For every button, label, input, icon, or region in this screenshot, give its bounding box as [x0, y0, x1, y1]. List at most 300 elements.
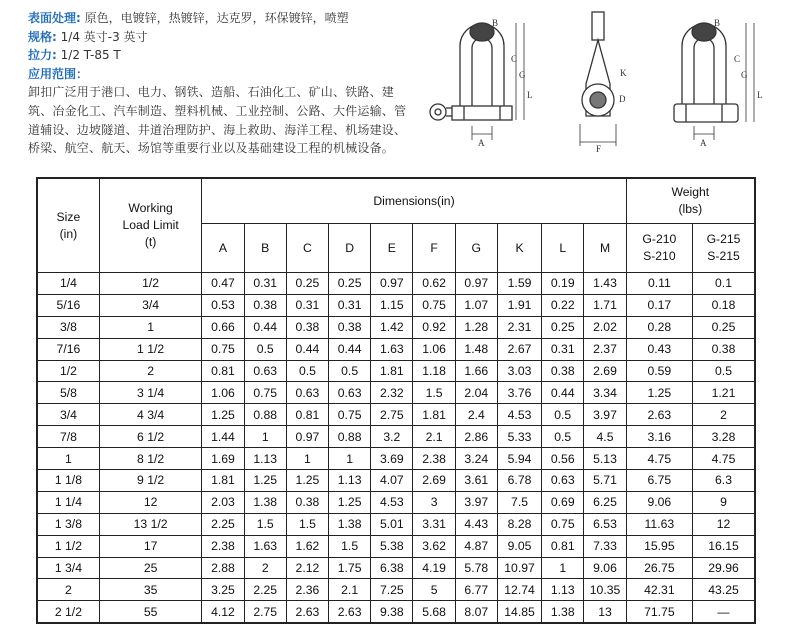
table-cell: 2.1	[413, 426, 455, 448]
table-cell: 0.88	[329, 426, 371, 448]
table-cell: 4.12	[202, 601, 244, 623]
table-cell: 2	[99, 360, 202, 382]
table-cell: 1.21	[693, 382, 755, 404]
table-cell: 0.25	[329, 273, 371, 295]
table-row	[37, 470, 755, 492]
table-cell: 14.85	[497, 601, 541, 623]
table-cell: 3.03	[497, 360, 541, 382]
table-cell: 5.68	[413, 601, 455, 623]
weight-215-b: S-215	[707, 249, 740, 263]
col-header-d: D	[329, 224, 371, 273]
label-l: L	[527, 90, 533, 100]
label-a-right: A	[700, 138, 707, 148]
table-cell: 0.75	[413, 294, 455, 316]
table-row	[37, 294, 755, 316]
wll-header-unit: (t)	[144, 235, 157, 249]
table-cell: 0.97	[286, 426, 328, 448]
table-cell: 0.97	[455, 273, 497, 295]
spec-row	[28, 28, 408, 47]
table-cell: 0.38	[329, 316, 371, 338]
table-cell: 1.91	[497, 294, 541, 316]
spec-label: 规格:	[28, 29, 57, 44]
table-cell: 9.05	[497, 535, 541, 557]
table-cell: 4.75	[626, 448, 692, 470]
table-cell: 9.38	[371, 601, 413, 623]
application-row	[28, 65, 408, 84]
table-cell: 12	[99, 491, 202, 513]
table-cell: 0.38	[286, 316, 328, 338]
table-cell: 1.38	[542, 601, 584, 623]
table-cell: 0.47	[202, 273, 244, 295]
table-cell: 0.31	[542, 338, 584, 360]
table-cell: 0.53	[202, 294, 244, 316]
weight-header-unit: (lbs)	[678, 202, 703, 216]
table-cell: 0.5	[286, 360, 328, 382]
table-cell: 2.63	[329, 601, 371, 623]
table-cell: 1.81	[202, 470, 244, 492]
table-cell: 5.71	[584, 470, 626, 492]
table-cell: 4.87	[455, 535, 497, 557]
table-cell: 4.07	[371, 470, 413, 492]
table-cell: 6.77	[455, 579, 497, 601]
table-row	[37, 273, 755, 295]
table-cell: 0.25	[693, 316, 755, 338]
col-header-m: M	[584, 224, 626, 273]
table-cell: —	[693, 601, 755, 623]
force-label: 拉力:	[28, 48, 57, 63]
table-cell: 1.13	[542, 579, 584, 601]
table-cell: 1 1/2	[37, 535, 99, 557]
table-cell: 1 1/4	[37, 491, 99, 513]
col-header-a: A	[202, 224, 244, 273]
table-cell: 1	[244, 426, 286, 448]
table-cell: 2.02	[584, 316, 626, 338]
table-cell: 6.38	[371, 557, 413, 579]
table-cell: 9.06	[626, 491, 692, 513]
table-cell: 2.63	[626, 404, 692, 426]
table-cell: 71.75	[626, 601, 692, 623]
table-cell: 1.15	[371, 294, 413, 316]
table-cell: 5.01	[371, 513, 413, 535]
table-cell: 2.88	[202, 557, 244, 579]
table-row	[37, 360, 755, 382]
table-cell: 2.31	[497, 316, 541, 338]
table-cell: 5.94	[497, 448, 541, 470]
table-cell: 1.59	[497, 273, 541, 295]
table-cell: 4.43	[455, 513, 497, 535]
col-header-c: C	[286, 224, 328, 273]
table-cell: 3.34	[584, 382, 626, 404]
table-cell: 9	[693, 491, 755, 513]
table-cell: 0.62	[413, 273, 455, 295]
table-cell: 0.1	[693, 273, 755, 295]
table-cell: 26.75	[626, 557, 692, 579]
table-cell: 5/16	[37, 294, 99, 316]
table-cell: 0.59	[626, 360, 692, 382]
table-cell: 1.25	[286, 470, 328, 492]
table-cell: 1.62	[286, 535, 328, 557]
table-cell: 3/8	[37, 316, 99, 338]
label-b-right: B	[714, 18, 721, 28]
weight-210-b: S-210	[643, 249, 676, 263]
table-cell: 43.25	[693, 579, 755, 601]
table-cell: 0.5	[542, 426, 584, 448]
col-header-b: B	[244, 224, 286, 273]
table-cell: 1.38	[244, 491, 286, 513]
table-cell: 29.96	[693, 557, 755, 579]
table-cell: 0.66	[202, 316, 244, 338]
table-cell: 0.69	[542, 491, 584, 513]
table-cell: 2.12	[286, 557, 328, 579]
table-cell: 35	[99, 579, 202, 601]
label-d: D	[619, 94, 626, 104]
table-cell: 4.53	[371, 491, 413, 513]
shackle-side-view	[580, 12, 616, 146]
table-cell: 3.69	[371, 448, 413, 470]
shackle-bolt-view	[674, 23, 754, 140]
table-cell: 0.44	[244, 316, 286, 338]
table-cell: 1.28	[455, 316, 497, 338]
table-cell: 4.75	[693, 448, 755, 470]
table-cell: 1.5	[413, 382, 455, 404]
table-cell: 5/8	[37, 382, 99, 404]
table-cell: 10.35	[584, 579, 626, 601]
table-cell: 1.06	[413, 338, 455, 360]
label-f: F	[596, 144, 602, 154]
size-header-unit: (in)	[59, 226, 78, 241]
table-cell: 2.38	[413, 448, 455, 470]
table-cell: 0.63	[286, 382, 328, 404]
table-cell: 1/4	[37, 273, 99, 295]
table-cell: 0.5	[244, 338, 286, 360]
table-cell: 0.38	[693, 338, 755, 360]
table-cell: 2.03	[202, 491, 244, 513]
shackle-drawings	[420, 6, 780, 156]
table-cell: 1.25	[626, 382, 692, 404]
table-cell: 1.81	[371, 360, 413, 382]
table-cell: 0.31	[329, 294, 371, 316]
table-cell: 2.32	[371, 382, 413, 404]
size-header	[37, 178, 99, 273]
table-cell: 4.5	[584, 426, 626, 448]
label-g: G	[519, 70, 526, 80]
table-cell: 1.13	[329, 470, 371, 492]
table-cell: 1.71	[584, 294, 626, 316]
table-cell: 4 3/4	[99, 404, 202, 426]
table-cell: 0.97	[371, 273, 413, 295]
table-cell: 11.63	[626, 513, 692, 535]
table-cell: 0.81	[202, 360, 244, 382]
table-cell: 2.37	[584, 338, 626, 360]
dimensions-header: Dimensions(in)	[202, 178, 626, 224]
product-info	[28, 9, 408, 158]
table-cell: 3.97	[455, 491, 497, 513]
table-cell: 5.78	[455, 557, 497, 579]
table-cell: 2.38	[202, 535, 244, 557]
table-cell: 4.53	[497, 404, 541, 426]
table-cell: 2.63	[286, 601, 328, 623]
table-cell: 12.74	[497, 579, 541, 601]
table-row	[37, 557, 755, 579]
table-cell: 0.22	[542, 294, 584, 316]
table-cell: 0.11	[626, 273, 692, 295]
table-cell: 6.3	[693, 470, 755, 492]
table-cell: 9.06	[584, 557, 626, 579]
weight-header-label: Weight	[671, 185, 710, 199]
table-cell: 3 1/4	[99, 382, 202, 404]
table-cell: 0.63	[244, 360, 286, 382]
table-cell: 0.75	[202, 338, 244, 360]
table-cell: 0.5	[542, 404, 584, 426]
table-cell: 5	[413, 579, 455, 601]
finish-row	[28, 9, 408, 28]
table-cell: 8.28	[497, 513, 541, 535]
weight-210-a: G-210	[642, 232, 677, 246]
spec-value: 1/4 英寸-3 英寸	[60, 29, 148, 44]
table-cell: 0.92	[413, 316, 455, 338]
table-cell: 1	[542, 557, 584, 579]
table-cell: 0.25	[286, 273, 328, 295]
table-cell: 1	[329, 448, 371, 470]
wll-header-label: Working	[128, 201, 173, 215]
table-cell: 6.75	[626, 470, 692, 492]
table-cell: 2	[244, 557, 286, 579]
label-l-right: L	[757, 90, 763, 100]
label-k: K	[620, 68, 627, 78]
specification-table	[36, 177, 756, 624]
table-cell: 2 1/2	[37, 601, 99, 623]
weight-header	[626, 178, 755, 224]
label-g-right: G	[741, 70, 748, 80]
table-cell: 0.63	[542, 470, 584, 492]
table-cell: 2.69	[413, 470, 455, 492]
table-cell: 2	[37, 579, 99, 601]
table-cell: 7/16	[37, 338, 99, 360]
weight-215-a: G-215	[706, 232, 741, 246]
table-cell: 1.38	[329, 513, 371, 535]
table-cell: 1.63	[244, 535, 286, 557]
col-header-k: K	[497, 224, 541, 273]
force-row	[28, 46, 408, 65]
table-cell: 3.16	[626, 426, 692, 448]
table-cell: 3.61	[455, 470, 497, 492]
table-cell: 1.18	[413, 360, 455, 382]
table-cell: 1.75	[329, 557, 371, 579]
table-cell: 3.76	[497, 382, 541, 404]
table-cell: 3.24	[455, 448, 497, 470]
table-cell: 1.81	[413, 404, 455, 426]
table-row	[37, 513, 755, 535]
table-cell: 0.63	[329, 382, 371, 404]
col-header-e: E	[371, 224, 413, 273]
table-cell: 1.69	[202, 448, 244, 470]
table-cell: 1	[99, 316, 202, 338]
table-cell: 0.88	[244, 404, 286, 426]
table-cell: 2.86	[455, 426, 497, 448]
table-cell: 1 1/8	[37, 470, 99, 492]
table-cell: 0.38	[286, 491, 328, 513]
table-cell: 2.4	[455, 404, 497, 426]
table-cell: 1.63	[371, 338, 413, 360]
table-cell: 3.97	[584, 404, 626, 426]
table-cell: 0.75	[542, 513, 584, 535]
label-b: B	[492, 18, 499, 28]
label-c-right: C	[734, 54, 741, 64]
finish-value: 原色，电镀锌，热镀锌，达克罗，环保镀锌，喷塑	[84, 11, 349, 25]
finish-label: 表面处理:	[28, 11, 81, 25]
table-cell: 0.81	[286, 404, 328, 426]
table-cell: 0.56	[542, 448, 584, 470]
table-cell: 2	[693, 404, 755, 426]
table-cell: 0.75	[329, 404, 371, 426]
shackle-front-view	[430, 23, 524, 140]
table-cell: 1.07	[455, 294, 497, 316]
table-cell: 13	[584, 601, 626, 623]
table-cell: 2.1	[329, 579, 371, 601]
table-cell: 1.44	[202, 426, 244, 448]
table-cell: 0.19	[542, 273, 584, 295]
wll-header-label-2: Load Limit	[122, 218, 179, 232]
table-cell: 8.07	[455, 601, 497, 623]
table-cell: 2.67	[497, 338, 541, 360]
table-cell: 5.33	[497, 426, 541, 448]
table-row	[37, 316, 755, 338]
table-row	[37, 601, 755, 623]
table-cell: 0.31	[244, 273, 286, 295]
table-cell: 7/8	[37, 426, 99, 448]
table-cell: 3	[413, 491, 455, 513]
table-cell: 0.44	[329, 338, 371, 360]
table-cell: 2.75	[371, 404, 413, 426]
table-cell: 2.25	[244, 579, 286, 601]
table-cell: 0.44	[286, 338, 328, 360]
table-cell: 0.28	[626, 316, 692, 338]
table-cell: 0.17	[626, 294, 692, 316]
table-row	[37, 579, 755, 601]
table-cell: 5.13	[584, 448, 626, 470]
col-header-l: L	[542, 224, 584, 273]
table-cell: 3/4	[37, 404, 99, 426]
table-cell: 7.5	[497, 491, 541, 513]
table-cell: 1 1/2	[99, 338, 202, 360]
table-cell: 6.78	[497, 470, 541, 492]
table-cell: 0.5	[329, 360, 371, 382]
table-cell: 0.38	[542, 360, 584, 382]
table-cell: 0.75	[244, 382, 286, 404]
table-cell: 1/2	[37, 360, 99, 382]
table-cell: 2.25	[202, 513, 244, 535]
table-cell: 0.44	[542, 382, 584, 404]
table-cell: 1.42	[371, 316, 413, 338]
table-row	[37, 426, 755, 448]
table-cell: 1 3/8	[37, 513, 99, 535]
table-cell: 9 1/2	[99, 470, 202, 492]
table-cell: 0.43	[626, 338, 692, 360]
table-cell: 12	[693, 513, 755, 535]
table-cell: 1.48	[455, 338, 497, 360]
table-cell: 10.97	[497, 557, 541, 579]
table-cell: 0.38	[244, 294, 286, 316]
wll-header	[99, 178, 202, 273]
table-cell: 7.33	[584, 535, 626, 557]
table-cell: 3.31	[413, 513, 455, 535]
table-cell: 25	[99, 557, 202, 579]
table-cell: 3.28	[693, 426, 755, 448]
table-cell: 1.25	[244, 470, 286, 492]
table-cell: 1/2	[99, 273, 202, 295]
table-row	[37, 338, 755, 360]
table-cell: 4.19	[413, 557, 455, 579]
table-cell: 55	[99, 601, 202, 623]
table-row	[37, 448, 755, 470]
table-cell: 13 1/2	[99, 513, 202, 535]
table-cell: 6 1/2	[99, 426, 202, 448]
table-cell: 2.04	[455, 382, 497, 404]
table-header	[37, 178, 755, 273]
table-cell: 1.13	[244, 448, 286, 470]
table-row	[37, 382, 755, 404]
application-text: 卸扣广泛用于港口、电力、钢铁、造船、石油化工、矿山、铁路、建筑、冶金化工、汽车制造、塑料机械、工业控制、公路、大件运输、管道辅设、边坡隧道、井道治理防护、海上救助、海洋工程、机场建设、桥梁、航空、航天、场馆等重要行业以及基础建设工程的机械设备。	[28, 85, 407, 156]
label-c: C	[511, 54, 518, 64]
table-row	[37, 491, 755, 513]
table-cell: 16.15	[693, 535, 755, 557]
table-row	[37, 404, 755, 426]
table-cell: 6.53	[584, 513, 626, 535]
table-cell: 15.95	[626, 535, 692, 557]
table-cell: 0.5	[693, 360, 755, 382]
size-header-label: Size	[56, 209, 81, 224]
table-cell: 0.31	[286, 294, 328, 316]
table-cell: 2.36	[286, 579, 328, 601]
table-cell: 1.5	[244, 513, 286, 535]
application-label: 应用范围：	[28, 66, 89, 81]
table-cell: 1.5	[286, 513, 328, 535]
table-cell: 0.25	[542, 316, 584, 338]
table-cell: 1.5	[329, 535, 371, 557]
table-cell: 1.25	[202, 404, 244, 426]
table-row	[37, 535, 755, 557]
table-cell: 42.31	[626, 579, 692, 601]
shackle-diagram	[420, 6, 780, 156]
table-cell: 1.66	[455, 360, 497, 382]
table-cell: 6.25	[584, 491, 626, 513]
table-cell: 8 1/2	[99, 448, 202, 470]
table-cell: 3.25	[202, 579, 244, 601]
table-cell: 0.81	[542, 535, 584, 557]
table-body	[37, 273, 755, 624]
table-cell: 3.2	[371, 426, 413, 448]
table-cell: 7.25	[371, 579, 413, 601]
table-cell: 2.75	[244, 601, 286, 623]
table-cell: 1	[37, 448, 99, 470]
col-header-f: F	[413, 224, 455, 273]
table-cell: 2.69	[584, 360, 626, 382]
force-value: 1/2 T-85 T	[60, 48, 121, 63]
table-cell: 3/4	[99, 294, 202, 316]
table-cell: 0.18	[693, 294, 755, 316]
table-cell: 3.62	[413, 535, 455, 557]
table-cell: 1.43	[584, 273, 626, 295]
table-cell: 1	[286, 448, 328, 470]
table-cell: 1.25	[329, 491, 371, 513]
table-cell: 5.38	[371, 535, 413, 557]
table-cell: 1 3/4	[37, 557, 99, 579]
col-header-g: G	[455, 224, 497, 273]
label-a: A	[478, 138, 485, 148]
col-header-weight-215	[693, 224, 755, 273]
col-header-weight-210	[626, 224, 692, 273]
table-cell: 1.06	[202, 382, 244, 404]
